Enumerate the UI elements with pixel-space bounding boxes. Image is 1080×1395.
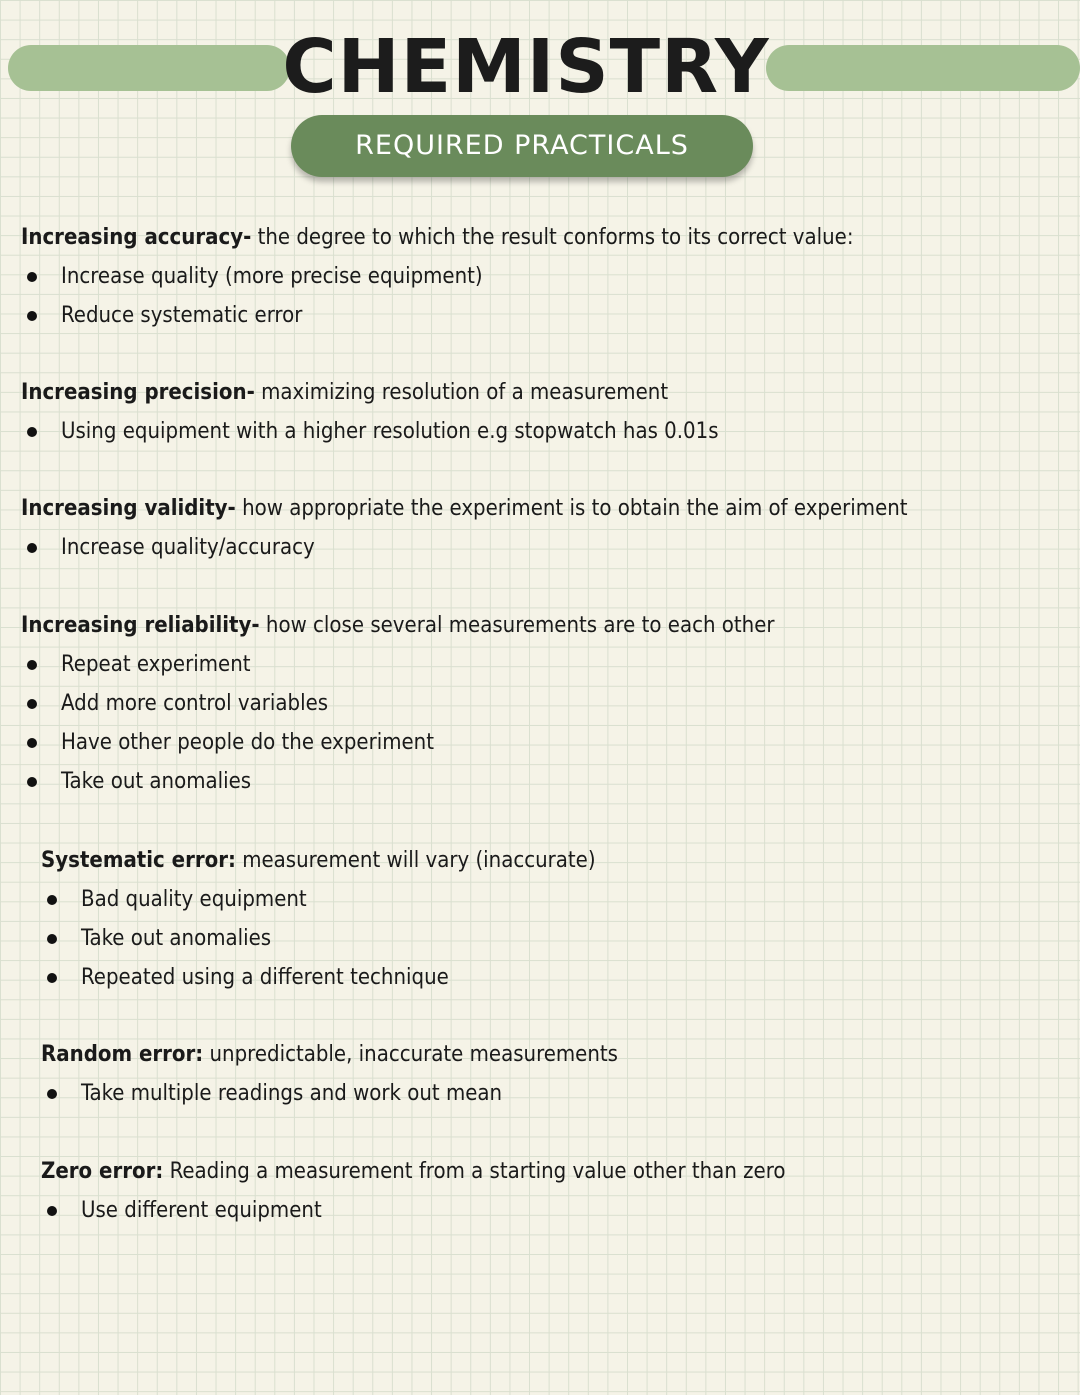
section-zero-error	[41, 1152, 785, 1230]
section-heading	[21, 489, 908, 528]
bullet-list	[41, 880, 596, 997]
bullet-list	[21, 645, 775, 801]
section-term: Increasing accuracy-	[21, 225, 252, 250]
bullet-item: Add more control variables	[21, 684, 775, 723]
section-definition: unpredictable, inaccurate measurements	[203, 1042, 618, 1067]
section-definition: Reading a measurement from a starting value other than zero	[163, 1159, 786, 1184]
bullet-item: Repeat experiment	[21, 645, 775, 684]
bullet-list	[41, 1074, 618, 1113]
section-reliability	[21, 606, 775, 801]
section-definition: how appropriate the experiment is to obtain the aim of experiment	[235, 496, 908, 521]
section-term: Increasing reliability-	[21, 613, 260, 638]
bullet-item: Increase quality/accuracy	[21, 528, 908, 567]
section-systematic-error	[41, 841, 596, 997]
bullet-item: Have other people do the experiment	[21, 723, 775, 762]
page-title: CHEMISTRY	[282, 24, 770, 110]
section-heading	[41, 1152, 785, 1191]
section-heading	[21, 373, 719, 412]
bullet-item: Increase quality (more precise equipment)	[21, 257, 854, 296]
section-validity	[21, 489, 908, 567]
bullet-item: Use different equipment	[41, 1191, 785, 1230]
section-heading	[41, 841, 596, 880]
section-term: Systematic error:	[41, 848, 236, 873]
section-term: Increasing validity-	[21, 496, 236, 521]
section-heading	[21, 218, 854, 257]
bullet-list	[41, 1191, 785, 1230]
bullet-item: Bad quality equipment	[41, 880, 596, 919]
section-heading	[21, 606, 775, 645]
section-random-error	[41, 1035, 618, 1113]
bullet-list	[21, 528, 908, 567]
bullet-list	[21, 257, 854, 335]
bullet-item: Take out anomalies	[41, 919, 596, 958]
bullet-item: Repeated using a different technique	[41, 958, 596, 997]
section-precision	[21, 373, 719, 451]
section-definition: measurement will vary (inaccurate)	[235, 848, 596, 873]
subtitle-badge: REQUIRED PRACTICALS	[291, 115, 753, 177]
bullet-list	[21, 412, 719, 451]
bullet-item: Take multiple readings and work out mean	[41, 1074, 618, 1113]
section-term: Increasing precision-	[21, 380, 255, 405]
section-term: Random error:	[41, 1042, 204, 1067]
section-definition: how close several measurements are to each other	[259, 613, 775, 638]
section-definition: the degree to which the result conforms to its correct value:	[251, 225, 854, 250]
section-term: Zero error:	[41, 1159, 164, 1184]
bullet-item: Using equipment with a higher resolution e.g stopwatch has 0.01s	[21, 412, 719, 451]
bullet-item: Reduce systematic error	[21, 296, 854, 335]
section-heading	[41, 1035, 618, 1074]
section-accuracy	[21, 218, 854, 335]
section-definition: maximizing resolution of a measurement	[254, 380, 669, 405]
bullet-item: Take out anomalies	[21, 762, 775, 801]
